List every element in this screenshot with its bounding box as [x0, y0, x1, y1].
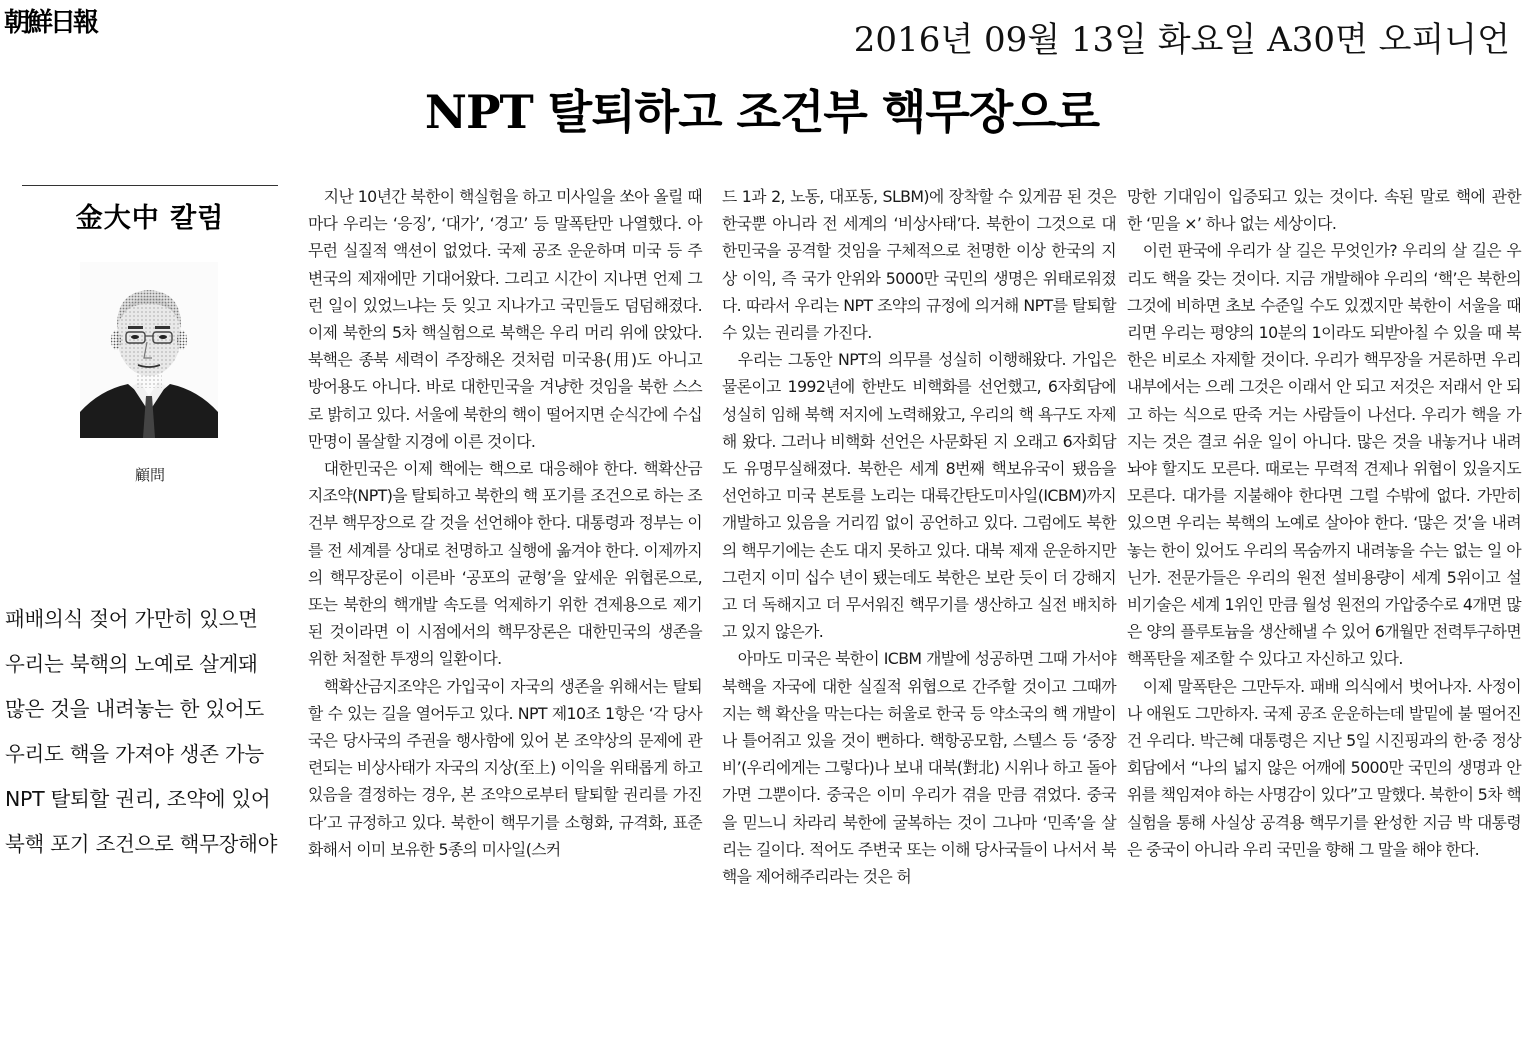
article-paragraph: 지난 10년간 북한이 핵실험을 하고 미사일을 쏘아 올릴 때마다 우리는 ‘응징’, ‘대가’, ‘경고’ 등 말폭탄만 나열했다. 아무런 실질적 액션이 없었다. 국제 공조 운운하며 미국 등 주변국의 제재에만 기대어왔다. 그리고 시간이 지나면 언제 그런 일이 있었느냐는 듯 잊고 지나가고 국민들도 덤덤해졌다. 이제 북한의 5차 핵실험으로 북핵은 우리 머리 위에 앉았다. 북핵은 종북 세력이 주장해온 것처럼 미국용(用)도 아니고 방어용도 아니다. 바로 대한민국을 겨냥한 것임을 북한 스스로 밝히고 있다. 서울에 북한의 핵이 떨어지면 순식간에 수십만명이 몰살할 지경에 이른 것이다. — [308, 187, 702, 451]
article-paragraph: 아마도 미국은 북한이 ICBM 개발에 성공하면 그때 가서야 북핵을 자국에 대한 실질적 위협으로 간주할 것이고 그때까지는 핵 확산을 막는다는 허울로 한국 등 약소국의 핵 개발이나 틀어쥐고 있을 것이 뻔하다. 핵항공모함, 스텔스 등 ‘중장비’(우리에게는 그렇다)나 보내 대북(對北) 시위나 하고 돌아가면 그뿐이다. 중국은 이미 우리가 겪을 만큼 겪었다. 중국을 믿느니 차라리 북한에 굴복하는 것이 그나마 ‘민족’을 살리는 길이다. 적어도 주변국 또는 이해 당사국들이 나서서 북핵을 제어해주리라는 것은 허 — [722, 649, 1116, 887]
article-paragraph: 이런 판국에 우리가 살 길은 무엇인가? 우리의 살 길은 우리도 핵을 갖는 것이다. 지금 개발해야 우리의 ‘핵’은 북한의 그것에 비하면 초보 수준일 수도 있겠지만 북한이 서울을 때리면 우리는 평양의 10분의 1이라도 되받아칠 수 있을 때 북한은 비로소 자제할 것이다. 우리가 핵무장을 거론하면 우리 내부에서는 으레 그것은 이래서 안 되고 저것은 저래서 안 되고 하는 식으로 딴죽 거는 사람들이 나선다. 우리가 핵을 가지는 것은 결코 쉬운 일이 아니다. 많은 것을 내놓거나 내려놔야 할지도 모른다. 때로는 무력적 견제나 위협이 있을지도 모른다. 대가를 지불해야 한다면 그럴 수밖에 없다. 가만히 있으면 우리는 북핵의 노예로 살아야 한다. ‘많은 것’을 내려놓는 한이 있어도 우리의 목숨까지 내려놓을 수는 없는 일 아닌가. 전문가들은 우리의 원전 설비용량이 세계 5위이고 설비기술은 세계 1위인 만큼 월성 원전의 가압중수로 4개면 많은 양의 플루토늄을 생산해낼 수 있어 6개월만 전력투구하면 핵폭탄을 제조할 수 있다고 자신하고 있다. — [1127, 241, 1521, 669]
article-paragraph: 대한민국은 이제 핵에는 핵으로 대응해야 한다. 핵확산금지조약(NPT)을 탈퇴하고 북한의 핵 포기를 조건으로 하는 조건부 핵무장으로 갈 것을 선언해야 한다. 대통령과 정부는 이를 전 세계를 상대로 천명하고 실행에 옮겨야 한다. 이제까지의 핵무장론이 이른바 ‘공포의 균형’을 앞세운 위협론으로, 또는 북한의 핵개발 속도를 억제하기 위한 견제용으로 제기된 것이라면 이 시점에서의 핵무장론은 대한민국의 생존을 위한 처절한 투쟁의 일환이다. — [308, 459, 702, 669]
column-name: 金大中 칼럼 — [75, 203, 225, 234]
article-paragraph: 망한 기대임이 입증되고 있는 것이다. 속된 말로 핵에 관한 한 ‘믿을 ×’ 하나 없는 세상이다. — [1127, 187, 1521, 234]
pull-quote — [5, 597, 305, 867]
columnist-photo — [80, 262, 218, 438]
newspaper-logo: 朝鮮日報 — [4, 8, 97, 38]
article-paragraph: 이제 말폭탄은 그만두자. 패배 의식에서 벗어나자. 사정이나 애원도 그만하자. 국제 공조 운운하는데 발밑에 불 떨어진 건 우리다. 박근혜 대통령은 지난 5일 시진핑과의 한·중 정상회담에서 “나의 넓지 않은 어깨에 5000만 국민의 생명과 안위를 책임져야 하는 사명감이 있다”고 말했다. 북한이 5차 핵실험을 통해 사실상 공격용 핵무기를 완성한 지금 박 대통령은 중국이 아니라 우리 국민을 향해 그 말을 해야 한다. — [1127, 676, 1522, 859]
column-divider-rule — [22, 185, 278, 186]
dateline: 2016년 09월 13일 화요일 A30면 오피니언 — [853, 20, 1510, 60]
headline: NPT 탈퇴하고 조건부 핵무장으로 — [424, 85, 1100, 139]
article-column-2 — [722, 183, 1116, 890]
pull-quote-line: 패배의식 젖어 가만히 있으면 — [5, 607, 258, 631]
article-paragraph: 우리는 그동안 NPT의 의무를 성실히 이행해왔다. 가입은 물론이고 1992년에 한반도 비핵화를 선언했고, 6자회담에 성실히 임해 북핵 저지에 노력해왔고, 우리의 핵 욕구도 자제해 왔다. 그러나 비핵화 선언은 사문화된 지 오래고 6자회담도 유명무실해졌다. 북한은 세계 8번째 핵보유국이 됐음을 선언하고 미국 본토를 노리는 대륙간탄도미사일(ICBM)까지 개발하고 있음을 거리낌 없이 공언하고 있다. 그럼에도 북한의 핵무기에는 손도 대지 못하고 있다. 대북 제재 운운하지만 그런지 이미 십수 년이 됐는데도 북한은 보란 듯이 더 강해지고 더 독해지고 더 무서워진 핵무기를 생산하고 실전 배치하고 있지 않은가. — [722, 350, 1116, 642]
article-column-1 — [308, 183, 702, 863]
pull-quote-line: 많은 것을 내려놓는 한 있어도 — [5, 697, 264, 721]
article-paragraph: 핵확산금지조약은 가입국이 자국의 생존을 위해서는 탈퇴할 수 있는 길을 열어두고 있다. NPT 제10조 1항은 ‘각 당사국은 당사국의 주권을 행사함에 있어 본 조약상의 문제에 관련되는 비상사태가 자국의 지상(至上) 이익을 위태롭게 하고 있음을 결정하는 경우, 본 조약으로부터 탈퇴할 권리를 가진다’고 규정하고 있다. 북한이 핵무기를 소형화, 규격화, 표준화해서 이미 보유한 5종의 미사일(스커 — [308, 676, 702, 859]
pull-quote-line: 우리는 북핵의 노예로 살게돼 — [5, 652, 258, 676]
photo-caption: 顧問 — [134, 466, 165, 484]
article-paragraph: 드 1과 2, 노동, 대포동, SLBM)에 장착할 수 있게끔 된 것은 한국뿐 아니라 전 세계의 ‘비상사태’다. 북한이 그것으로 대한민국을 공격할 것임을 구체적으로 천명한 이상 한국의 지상 이익, 즉 국가 안위와 5000만 국민의 생명은 위태로워졌다. 따라서 우리는 NPT 조약의 규정에 의거해 NPT를 탈퇴할 수 있는 권리를 가진다. — [722, 187, 1116, 343]
article-column-3 — [1127, 183, 1521, 863]
pull-quote-line: NPT 탈퇴할 권리, 조약에 있어 — [5, 787, 271, 811]
pull-quote-line: 우리도 핵을 가져야 생존 가능 — [5, 742, 264, 766]
pull-quote-line: 북핵 포기 조건으로 핵무장해야 — [5, 832, 278, 856]
